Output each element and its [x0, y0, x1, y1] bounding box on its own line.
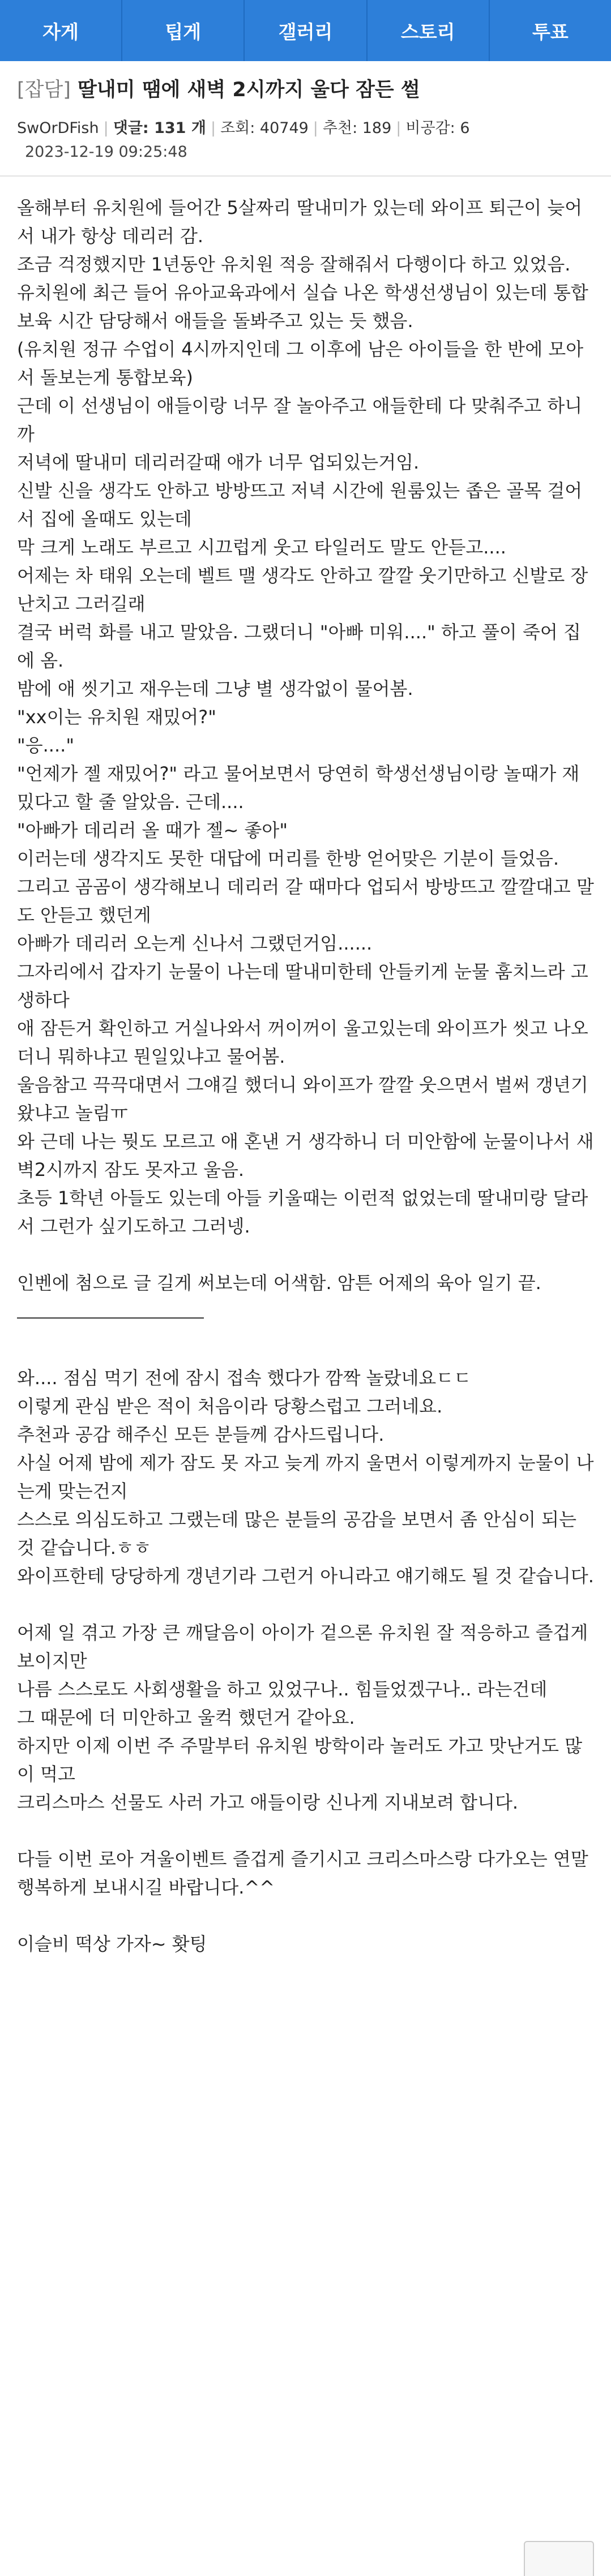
body-line: 저녁에 딸내미 데리러갈때 애가 너무 업되있는거임.: [17, 452, 420, 473]
view-count: 조회: 40749: [220, 119, 309, 137]
tab-vote[interactable]: 투표: [532, 20, 569, 43]
comment-count-label: 댓글:: [113, 119, 149, 137]
body-line: 어제 일 겪고 가장 큰 깨달음이 아이가 겉으론 유치원 잘 적응하고 즐겁게 보이지만: [17, 1622, 594, 1672]
dislike-count: 비공감: 6: [405, 119, 470, 137]
post-title: [17, 76, 594, 104]
body-line: 올해부터 유치원에 들어간 5살짜리 딸내미가 있는데 와이프 퇴근이 늦어서 내가 항상 데리러 감.: [17, 197, 583, 247]
body-line: 어제는 차 태워 오는데 벨트 맬 생각도 안하고 깔깔 웃기만하고 신발로 장난치고 그러길래: [17, 565, 588, 615]
body-line: 와.... 점심 먹기 전에 잠시 접속 했다가 깜짝 놀랐네요ㄷㄷ: [17, 1367, 472, 1389]
recommend-count: 추천: 189: [322, 119, 392, 137]
body-line: 막 크게 노래도 부르고 시끄럽게 웃고 타일러도 말도 안듣고....: [17, 536, 506, 558]
body-line: 와 근데 나는 뭣도 모르고 애 혼낸 거 생각하니 더 미안함에 눈물이나서 새벽2시까지 잠도 못자고 울음.: [17, 1131, 594, 1180]
body-paragraph: [17, 1845, 594, 1901]
tab-tips[interactable]: 팁게: [122, 0, 245, 61]
body-line: 조금 걱정했지만 1년동안 유치원 적응 잘해줘서 다행이다 하고 있었음.: [17, 254, 571, 275]
body-paragraph: [17, 1269, 594, 1297]
comment-count[interactable]: [113, 119, 206, 137]
tab-gallery[interactable]: 갤러리: [245, 0, 367, 61]
top-nav: [0, 0, 611, 61]
post-meta: SwOrDFish | 댓글: 131 개 | 조회: 40749 | 추천: 189 | 비공감: 6 2023-12-19 09:25:48: [17, 117, 594, 164]
body-line: "응....": [17, 735, 75, 756]
divider: [17, 1317, 204, 1319]
post-title-text: 딸내미 땜에 새벽 2시까지 울다 잠든 썰: [78, 79, 420, 101]
body-line: 초등 1학년 아들도 있는데 아들 키울때는 이런적 없었는데 딸내미랑 달라서 그런가 싶기도하고 그러넹.: [17, 1187, 588, 1237]
body-line: 아빠가 데리러 오는게 신나서 그랬던거임......: [17, 933, 373, 954]
post-category[interactable]: [잡담]: [17, 79, 71, 101]
comment-count-value: 131 개: [154, 119, 206, 137]
body-line: 인벤에 첨으로 글 길게 써보는데 어색함. 암튼 어제의 육아 일기 끝.: [17, 1272, 541, 1294]
body-line: 크리스마스 선물도 사러 가고 애들이랑 신나게 지내보려 합니다.: [17, 1792, 519, 1813]
body-line: 그자리에서 갑자기 눈물이 나는데 딸내미한테 안들키게 눈물 훔치느라 고생하다: [17, 961, 588, 1011]
body-line: 하지만 이제 이번 주 주말부터 유치원 방학이라 놀러도 가고 맛난거도 많이 먹고: [17, 1735, 583, 1785]
body-paragraph: [17, 1930, 594, 1958]
body-paragraph: [17, 1618, 594, 1817]
body-line: 스스로 의심도하고 그랬는데 많은 분들의 공감을 보면서 좀 안심이 되는 것 같습니다.ㅎㅎ: [17, 1509, 583, 1559]
body-paragraph: [17, 194, 594, 1240]
body-line: 울음참고 끅끅대면서 그얘길 했더니 와이프가 깔깔 웃으면서 벌써 갱년기 왔냐고 놀림ㅠ: [17, 1074, 594, 1124]
body-line: (유치원 정규 수업이 4시까지인데 그 이후에 남은 아이들을 한 반에 모아서 돌보는게 통합보육): [17, 338, 584, 388]
page-up-button[interactable]: [524, 2541, 594, 2576]
body-line: 다들 이번 로아 겨울이벤트 즐겁게 즐기시고 크리스마스랑 다가오는 연말 행복하게 보내시길 바랍니다.^^: [17, 1848, 594, 1898]
post-date: 2023-12-19 09:25:48: [25, 143, 187, 161]
body-line: 이렇게 관심 받은 적이 처음이라 당황스럽고 그러네요.: [17, 1396, 443, 1417]
body-line: 결국 버럭 화를 내고 말았음. 그랬더니 "아빠 미워...." 하고 풀이 죽어 집에 옴.: [17, 621, 581, 671]
body-paragraph: [17, 1364, 594, 1590]
body-line: 애 잠든거 확인하고 거실나와서 꺼이꺼이 울고있는데 와이프가 씻고 나오더니 뭐하냐고 뭔일있냐고 물어봄.: [17, 1017, 588, 1067]
post-header: [0, 61, 611, 177]
body-line: "아빠가 데리러 올 때가 젤~ 좋아": [17, 819, 288, 841]
body-line: 그 때문에 더 미안하고 울컥 했던거 같아요.: [17, 1707, 355, 1728]
body-line: 유치원에 최근 들어 유아교육과에서 실습 나온 학생선생님이 있는데 통합보육 시간 담당해서 애들을 돌봐주고 있는 듯 했음.: [17, 282, 588, 332]
body-line: 이슬비 떡상 가자~ 홧팅: [17, 1933, 207, 1955]
body-line: 사실 어제 밤에 제가 잠도 못 자고 늦게 까지 울면서 이렇게까지 눈물이 나는게 맞는건지: [17, 1452, 594, 1502]
body-line: "xx이는 유치원 재밌어?": [17, 706, 216, 728]
body-line: 이러는데 생각지도 못한 대답에 머리를 한방 얻어맞은 기분이 들었음.: [17, 848, 559, 869]
body-line: 근데 이 선생님이 애들이랑 너무 잘 놀아주고 애들한테 다 맞춰주고 하니까: [17, 395, 583, 445]
body-line: "언제가 젤 재밌어?" 라고 물어보면서 당연히 학생선생님이랑 놀때가 재밌다고 할 줄 알았음. 근데....: [17, 763, 580, 813]
body-line: 와이프한테 당당하게 갱년기라 그런거 아니라고 얘기해도 될 것 같습니다.: [17, 1565, 594, 1587]
body-line: 밤에 애 씻기고 재우는데 그냥 별 생각없이 물어봄.: [17, 678, 413, 699]
body-line: 그리고 곰곰이 생각해보니 데리러 갈 때마다 업되서 방방뜨고 깔깔대고 말도 안듣고 했던게: [17, 876, 594, 926]
tab-story[interactable]: 스토리: [368, 0, 490, 61]
body-line: 추천과 공감 해주신 모든 분들께 감사드립니다.: [17, 1424, 384, 1445]
author-name[interactable]: SwOrDFish: [17, 119, 99, 137]
post-body: [0, 177, 611, 1958]
body-line: 신발 신을 생각도 안하고 방방뜨고 저녁 시간에 원룸있는 좁은 골목 걸어서 집에 올때도 있는데: [17, 480, 583, 530]
body-line: 나름 스스로도 사회생활을 하고 있었구나.. 힘들었겠구나.. 라는건데: [17, 1678, 548, 1700]
tab-free-board[interactable]: 자게: [0, 0, 122, 61]
